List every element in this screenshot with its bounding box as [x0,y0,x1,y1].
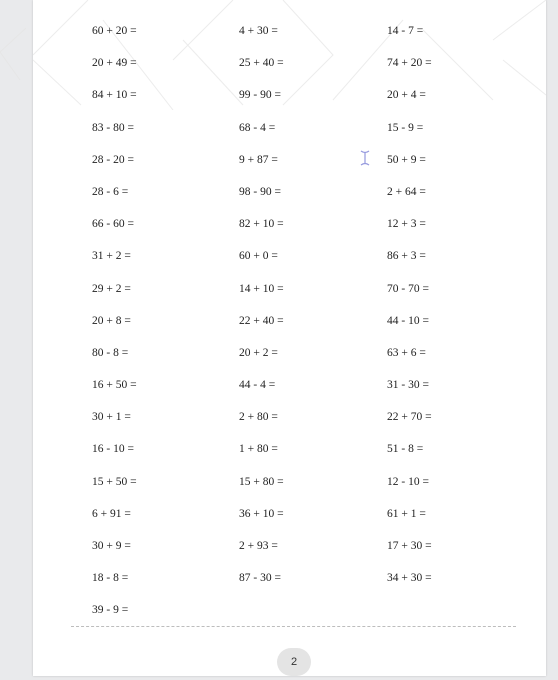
math-problem: 20 + 8 = [92,314,131,327]
math-problem: 17 + 30 = [387,540,432,552]
math-problem: 87 - 30 = [239,572,281,585]
watermark-decoration [0,0,33,110]
math-problem: 14 + 10 = [239,282,284,295]
math-problem: 2 + 93 = [239,540,278,552]
problem-grid [92,22,512,634]
math-problem: 51 - 8 = [387,443,424,456]
math-problem: 82 + 10 = [239,218,284,231]
math-problem: 61 + 1 = [387,507,426,520]
math-problem: 20 + 2 = [239,346,278,359]
math-problem: 29 + 2 = [92,282,131,295]
math-problem: 18 - 8 = [92,572,129,585]
math-problem: 9 + 87 = [239,153,278,166]
math-problem: 12 + 3 = [387,218,426,231]
math-problem: 44 - 10 = [387,314,429,327]
math-problem: 68 - 4 = [239,121,276,134]
document-page [33,0,546,676]
math-problem: 99 - 90 = [239,89,281,102]
math-problem: 25 + 40 = [239,57,284,70]
math-problem: 80 - 8 = [92,346,129,359]
math-problem: 2 + 80 = [239,411,278,424]
math-problem: 50 + 9 = [387,153,426,166]
math-problem: 12 - 10 = [387,475,429,488]
math-problem: 15 + 80 = [239,475,284,488]
math-problem: 28 - 20 = [92,153,134,166]
math-problem: 60 + 20 = [92,25,137,37]
math-problem: 63 + 6 = [387,346,426,359]
math-problem: 74 + 20 = [387,57,432,70]
math-problem: 84 + 10 = [92,89,137,102]
math-problem: 36 + 10 = [239,507,284,520]
math-problem: 30 + 9 = [92,540,131,552]
math-problem: 4 + 30 = [239,25,278,37]
math-problem: 28 - 6 = [92,185,129,198]
math-problem: 16 - 10 = [92,443,134,456]
math-problem: 15 + 50 = [92,475,137,488]
math-problem: 20 + 4 = [387,89,426,102]
math-problem: 20 + 49 = [92,57,137,70]
math-problem: 83 - 80 = [92,121,134,134]
math-problem: 1 + 80 = [239,443,278,456]
math-problem: 6 + 91 = [92,507,131,520]
page-separator [71,626,516,627]
math-problem: 39 - 9 = [92,604,129,617]
page-number-badge: 2 [277,648,311,676]
math-problem: 34 + 30 = [387,572,432,585]
math-problem: 60 + 0 = [239,250,278,263]
math-problem: 70 - 70 = [387,282,429,295]
math-problem: 44 - 4 = [239,379,276,392]
math-problem: 66 - 60 = [92,218,134,231]
math-problem: 16 + 50 = [92,379,137,392]
math-problem: 86 + 3 = [387,250,426,263]
math-problem: 31 + 2 = [92,250,131,263]
math-problem: 14 - 7 = [387,25,424,37]
math-problem: 2 + 64 = [387,185,426,198]
math-problem: 15 - 9 = [387,121,424,134]
math-problem: 22 + 40 = [239,314,284,327]
math-problem: 30 + 1 = [92,411,131,424]
math-problem: 98 - 90 = [239,185,281,198]
math-problem: 31 - 30 = [387,379,429,392]
math-problem: 22 + 70 = [387,411,432,424]
